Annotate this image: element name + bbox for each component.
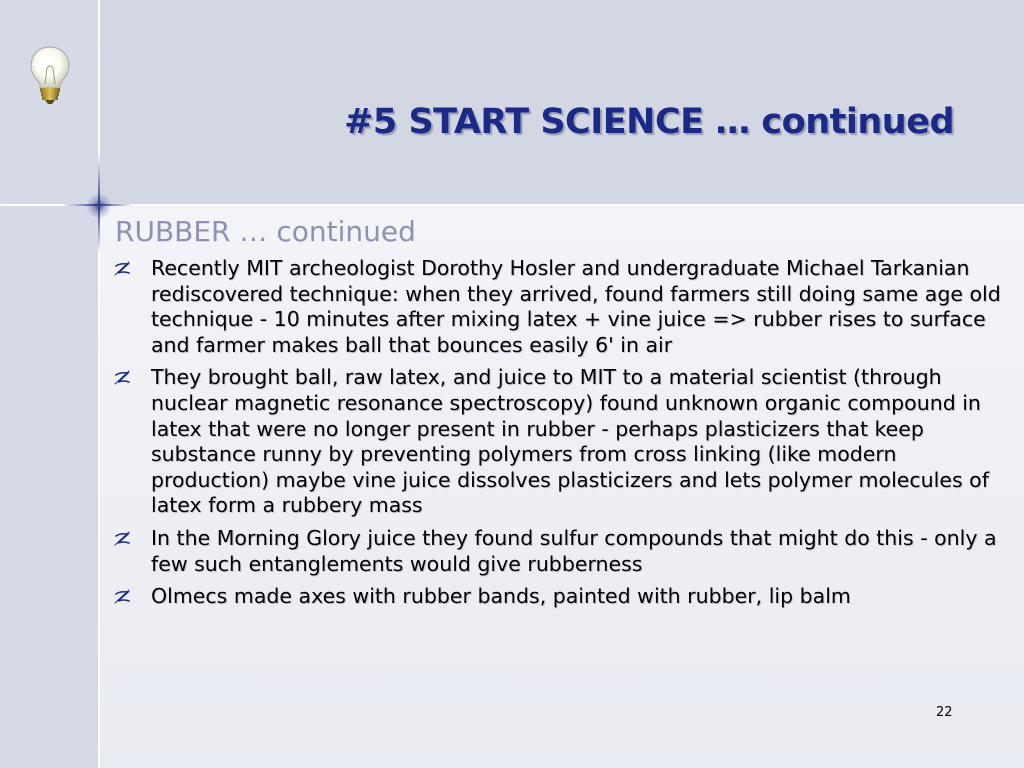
bullet-text: Recently MIT archeologist Dorothy Hosler and undergraduate Michael Tarkanian rediscovered technique: when they arrived, found farmers still doing same age old technique - 10 minutes after mixing latex + vine juice => rubber rises to surface and farmer makes ball that bounces easily 6' in air bbox=[151, 256, 1001, 357]
bullet-item bbox=[112, 365, 1002, 519]
bullet-item bbox=[112, 584, 1002, 610]
bullet-text: Olmecs made axes with rubber bands, painted with rubber, lip balm bbox=[151, 584, 851, 609]
script-z-bullet-icon bbox=[112, 258, 134, 280]
slide-subtitle: RUBBER … continued bbox=[115, 215, 416, 248]
bullet-text: In the Morning Glory juice they found sulfur compounds that might do this - only a few such entanglements would give rubberness bbox=[151, 525, 997, 576]
script-z-bullet-icon bbox=[112, 528, 134, 550]
bullet-list bbox=[112, 256, 1002, 617]
script-z-bullet-icon bbox=[112, 367, 134, 389]
horizontal-divider-line bbox=[0, 204, 1024, 206]
slide-title: #5 START SCIENCE … continued bbox=[344, 102, 954, 142]
script-z-bullet-icon bbox=[112, 586, 134, 608]
bullet-item bbox=[112, 526, 1002, 577]
left-band bbox=[0, 0, 98, 768]
page-number: 22 bbox=[936, 705, 953, 720]
bullet-item bbox=[112, 256, 1002, 358]
lightbulb-icon bbox=[27, 44, 73, 106]
bullet-text: They brought ball, raw latex, and juice to MIT to a material scientist (through nuclear magnetic resonance spectroscopy) found unknown organic compound in latex that were no longer present in rubber - perhaps plasticizers that keep substance runny by preventing polymers from cross linking (like modern production) maybe vine juice dissolves plasticizers and lets polymer molecules of latex form a rubbery mass bbox=[151, 365, 989, 518]
vertical-divider-line bbox=[98, 0, 100, 768]
star-ornament bbox=[86, 193, 112, 219]
